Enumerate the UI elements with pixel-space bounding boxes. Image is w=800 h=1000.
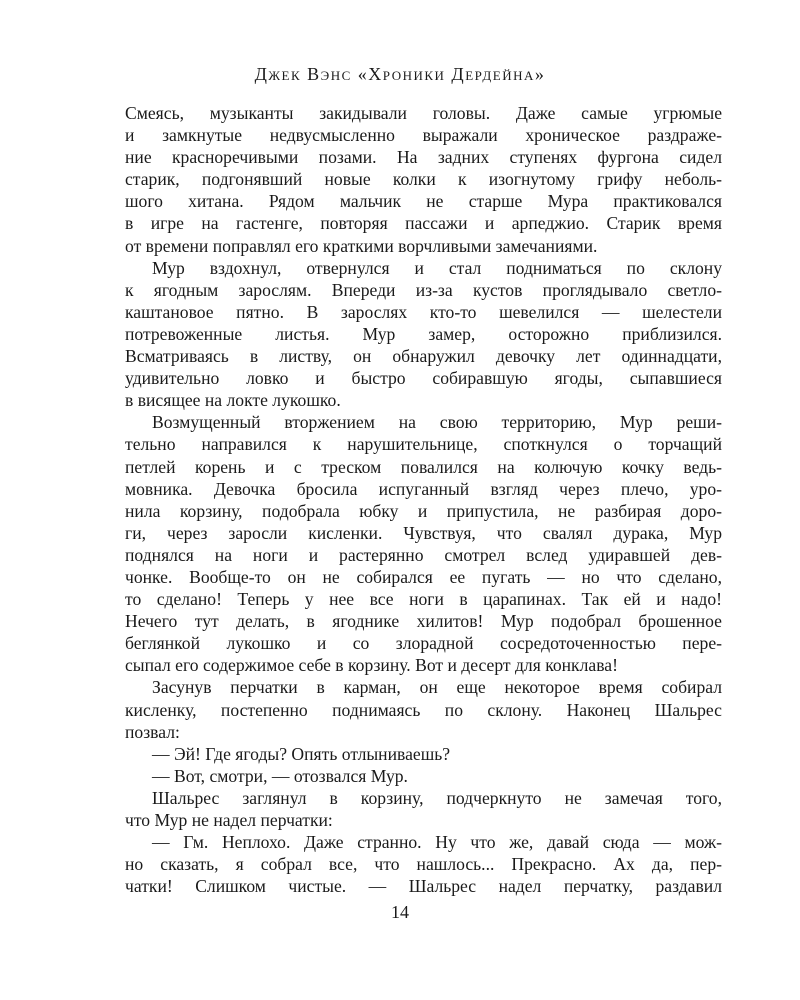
text-line: петлей корень и с треском повалился на колючую кочку ведь- <box>125 456 722 477</box>
text-line: беглянкой лукошко и со злорадной сосредоточенностью пере- <box>125 633 722 654</box>
text-line: то сделано! Теперь у нее все ноги в царапинах. Так ей и надо! <box>125 589 722 610</box>
paragraph-first-line: Шальрес заглянул в корзину, подчеркнуто не замечая того, <box>152 787 722 808</box>
text-line: удивительно ловко и быстро собиравшую ягоды, сыпавшиеся <box>125 368 722 389</box>
paragraph-first-line: Засунув перчатки в карман, он еще некоторое время собирал <box>152 677 722 698</box>
body-text <box>125 102 722 897</box>
dialogue-line: — Эй! Где ягоды? Опять отлыниваешь? <box>152 743 451 764</box>
text-line: каштановое пятно. В зарослях кто-то шевелился — шелестели <box>125 301 722 322</box>
text-line: от времени поправлял его краткими ворчливыми замечаниями. <box>125 235 598 256</box>
text-line: ние красноречивыми позами. На задних ступенях фургона сидел <box>125 147 722 168</box>
text-line: к ягодным зарослям. Впереди из-за кустов проглядывало светло- <box>125 279 722 300</box>
text-line: Нечего тут делать, в ягоднике хилитов! Мур подобрал брошенное <box>125 611 722 632</box>
paragraph-first-line: Мур вздохнул, отвернулся и стал подниматься по склону <box>152 257 722 278</box>
running-header: Джек Вэнс «Хроники Дердейна» <box>254 64 546 84</box>
paragraph-first-line: Возмущенный вторжением на свою территорию, Мур реши- <box>152 412 722 433</box>
page-number: 14 <box>391 902 409 922</box>
text-line: чонке. Вообще-то он не собирался ее пугать — но что сделано, <box>125 566 722 587</box>
text-line: поднялся на ноги и растерянно смотрел вслед удиравшей дев- <box>125 544 722 565</box>
text-line: Смеясь, музыканты закидывали головы. Даже самые угрюмые <box>125 103 722 123</box>
text-line: нила корзину, подобрала юбку и припустила, не разбирая доро- <box>125 500 722 521</box>
text-line: потревоженные листья. Мур замер, осторожно приблизился. <box>125 323 722 344</box>
dialogue-line: — Гм. Неплохо. Даже странно. Ну что же, давай сюда — мож- <box>152 832 722 853</box>
text-line: но сказать, я собрал все, что нашлось... Прекрасно. Ах да, пер- <box>125 854 722 875</box>
text-line: что Мур не надел перчатки: <box>125 810 333 830</box>
text-line: кисленку, постепенно поднимаясь по склону. Наконец Шальрес <box>125 699 722 720</box>
text-line: чатки! Слишком чистые. — Шальрес надел перчатку, раздавил <box>125 876 722 897</box>
text-line: в висящее на локте лукошко. <box>125 390 341 411</box>
dialogue-line: — Вот, смотри, — отозвался Мур. <box>152 765 408 786</box>
text-line: ги, через заросли кисленки. Чувствуя, что свалял дурака, Мур <box>125 522 722 543</box>
text-line: в игре на гастенге, повторяя пассажи и арпеджио. Старик время <box>125 213 722 234</box>
text-line: и замкнутые недвусмысленно выражали хроническое раздраже- <box>125 125 722 146</box>
text-line: старик, подгонявший новые колки к изогнутому грифу неболь- <box>125 169 722 190</box>
text-line: мовника. Девочка бросила испуганный взгляд через плечо, уро- <box>125 478 722 499</box>
text-line: сыпал его содержимое себе в корзину. Вот и десерт для конклава! <box>125 655 618 676</box>
text-line: тельно направился к нарушительнице, споткнулся о торчащий <box>125 434 722 455</box>
text-line: Всматриваясь в листву, он обнаружил девочку лет одиннадцати, <box>125 346 722 367</box>
text-line: позвал: <box>125 721 180 742</box>
text-line: шого хитана. Рядом мальчик не старше Мура практиковался <box>125 191 722 212</box>
